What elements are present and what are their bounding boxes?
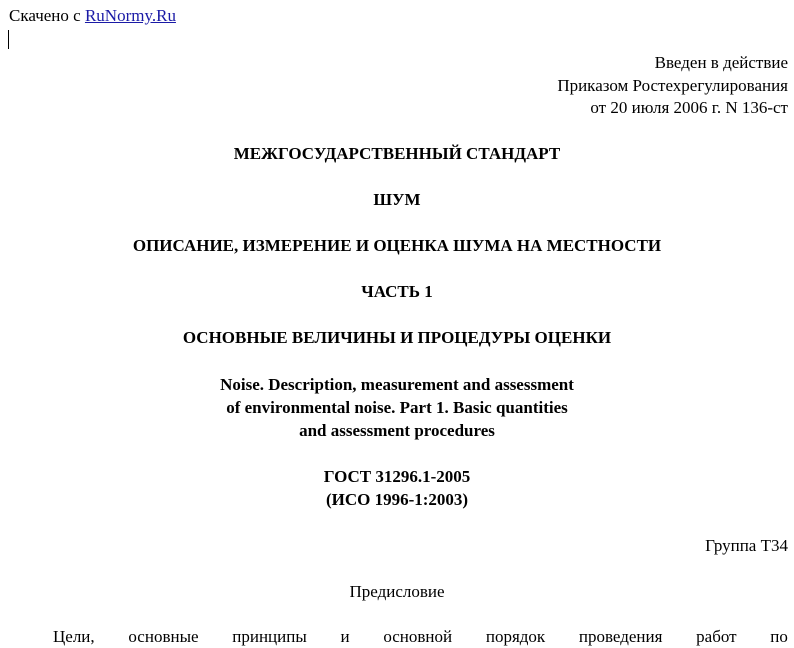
heading-subtitle: ОСНОВНЫЕ ВЕЛИЧИНЫ И ПРОЦЕДУРЫ ОЦЕНКИ [182, 328, 612, 347]
foreword-heading: Предисловие [349, 582, 445, 601]
body-word: основные [128, 627, 199, 646]
english-title [0, 373, 794, 442]
intro-line-2: Приказом Ростехрегулирования [557, 75, 788, 95]
text-cursor [8, 30, 9, 49]
heading-part: ЧАСТЬ 1 [361, 282, 433, 301]
english-title-line-1: Noise. Description, measurement and assessment [220, 375, 574, 394]
intro-line-3: от 20 июля 2006 г. N 136-ст [590, 98, 788, 117]
source-link[interactable]: RuNormy.Ru [84, 6, 176, 25]
introduction-note [557, 52, 788, 120]
body-paragraph [53, 626, 788, 648]
intro-line-1: Введен в действие [654, 53, 788, 72]
body-word: основной [383, 627, 453, 646]
body-word: принципы [232, 627, 307, 646]
source-prefix: Скачено с [9, 6, 81, 25]
designation [0, 465, 794, 511]
body-word: проведения [578, 627, 663, 646]
body-word: порядок [485, 627, 546, 646]
heading-noise: ШУМ [373, 190, 421, 209]
group-label: Группа Т34 [705, 536, 788, 555]
gost-number: ГОСТ 31296.1-2005 [323, 467, 471, 486]
english-title-line-2: of environmental noise. Part 1. Basic quantities [226, 398, 568, 417]
body-word: по [770, 627, 788, 646]
body-word: и [340, 627, 350, 646]
body-word: Цели, [53, 627, 95, 646]
english-title-line-3: and assessment procedures [299, 421, 495, 440]
source-line [9, 6, 176, 26]
iso-number: (ИСО 1996-1:2003) [325, 490, 469, 509]
heading-title: ОПИСАНИЕ, ИЗМЕРЕНИЕ И ОЦЕНКА ШУМА НА МЕСТНОСТИ [132, 236, 662, 255]
heading-standard: МЕЖГОСУДАРСТВЕННЫЙ СТАНДАРТ [233, 144, 561, 163]
body-word: работ [696, 627, 737, 646]
